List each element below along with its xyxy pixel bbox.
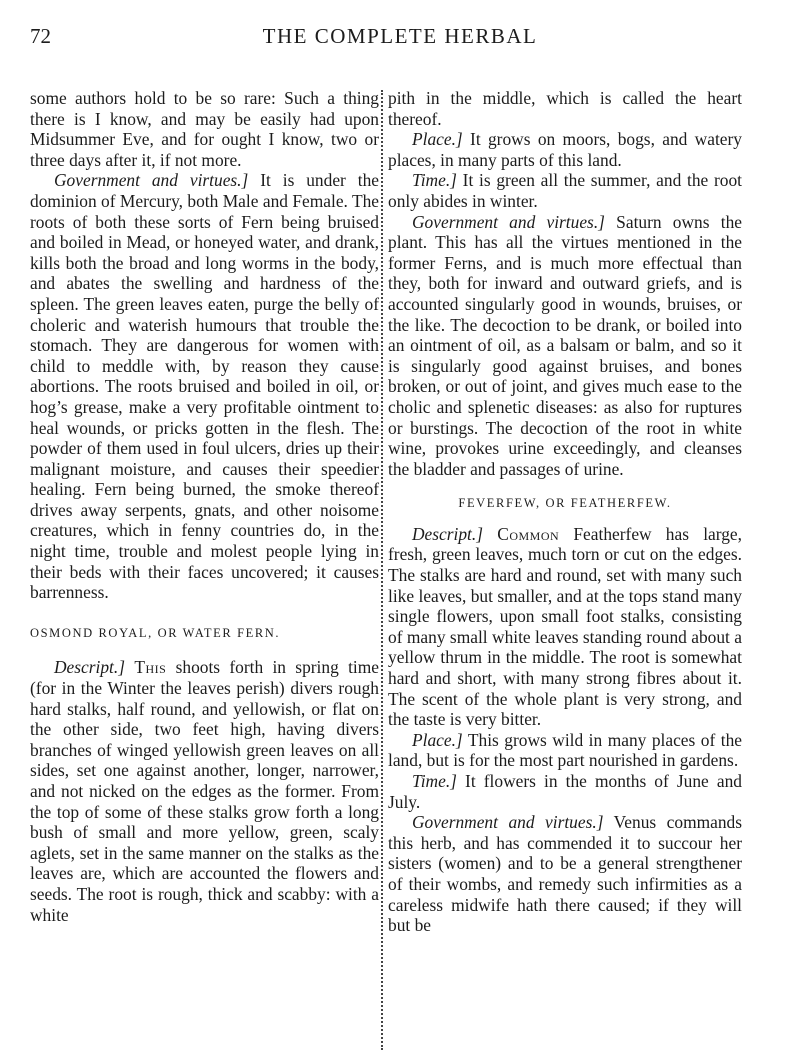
paragraph-lead: Time.]: [412, 771, 457, 791]
section-title: OSMOND ROYAL, OR WATER FERN.: [30, 625, 281, 640]
paragraph-text: Venus commands this herb, and has commended it to succour her sisters (women) and to be a general strengthener of their wombs, and remedy such infirmities as a careless midwife hath there caused; if they will but be: [388, 812, 742, 936]
section-title: FEVERFEW, OR FEATHERFEW.: [458, 496, 672, 511]
column-divider: [381, 90, 383, 1050]
paragraph: [30, 657, 379, 925]
paragraph-text: Saturn owns the plant. This has all the virtues mentioned in the former Ferns, and is much more effectual than they, both for inward and outward griefs, and is accounted singularly good in wounds, bruises, or the like. The decoction to be drank, or boiled into an ointment of oil, as a balsam or balm, and so it is singularly good against bruises, and bones broken, or out of joint, and gives much ease to the cholic and splenetic diseases: as also for ruptures or burstings. The decoction of the root in white wine, provokes urine exceedingly, and cleanses the bladder and passages of urine.: [388, 211, 742, 479]
paragraph: pith in the middle, which is called the heart thereof.: [388, 88, 742, 129]
paragraph-lead: Place.]: [412, 129, 463, 150]
paragraph: [388, 771, 742, 812]
running-head: THE COMPLETE HERBAL: [262, 24, 538, 48]
paragraph-text: It is under the dominion of Mercury, both Male and Female. The roots of both these sorts of Fern being bruised and boiled in Mead, or honeyed water, and drank, kills both the broad and long worms in the body, and abates the swelling and hardness of the spleen. The green leaves eaten, purge the belly of choleric and waterish humours that trouble the stomach. They are dangerous for women with child to meddle with, by reason they cause abortions. The roots bruised and boiled in oil, or hog’s grease, make a very profitable ointment to heal wounds, or pricks gotten in the flesh. The powder of them used in foul ulcers, dries up their malignant moisture, and causes their speedier healing. Fern being burned, the smoke thereof drives away serpents, gnats, and other noisome creatures, which in fenny countries do, in the night time, trouble and molest people lying in their beds with their faces uncovered; it causes barrenness.: [30, 170, 379, 603]
page-number: 72: [30, 24, 51, 48]
paragraph: [388, 812, 742, 936]
paragraph: [388, 129, 742, 170]
page-header: [0, 24, 800, 64]
paragraph: some authors hold to be so rare: Such a thing there is I know, and may be easily had upon Midsummer Eve, and for ought I know, two or three days after it, if not more.: [30, 88, 379, 170]
paragraph-lead: Descript.]: [412, 523, 484, 544]
paragraph-lead: Time.]: [412, 170, 457, 191]
paragraph-lead: Government and virtues.]: [412, 812, 604, 833]
paragraph-smallcaps: This: [134, 657, 167, 678]
left-column: [30, 88, 379, 925]
paragraph: [388, 212, 742, 480]
paragraph: [388, 170, 742, 211]
paragraph: [388, 730, 742, 771]
paragraph-lead: Place.]: [412, 729, 463, 750]
paragraph-lead: Government and virtues.]: [54, 170, 249, 191]
paragraph-text: Featherfew has large, fresh, green leaves, much torn or cut on the edges. The stalks are hard and round, set with many such like leaves, but smaller, and at the tops stand many single flowers, upon small foot stalks, consisting of many small white leaves standing round about a yellow thrum in the middle. The root is somewhat hard and short, with many strong fibres about it. The scent of the whole plant is very strong, and the taste is very bitter.: [388, 523, 742, 730]
paragraph-text: shoots forth in spring time (for in the Winter the leaves perish) divers rough hard stalks, half round, and yellowish, or flat on the other side, two feet high, having divers branches of winged yellowish green leaves on all sides, set one against another, longer, narrower, and not nicked on the edges as the former. From the top of some of these stalks grow forth a long bush of small and more yellow, green, scaly aglets, set in the same manner on the stalks as the leaves are, which are accounted the flowers and seeds. The root is rough, thick and scabby: with a white: [30, 657, 379, 925]
paragraph-lead: Government and virtues.]: [412, 211, 605, 232]
paragraph: [30, 170, 379, 602]
paragraph-text: It flowers in the months of June and July.: [388, 771, 742, 812]
paragraph-text: It grows on moors, bogs, and watery places, in many parts of this land.: [388, 129, 742, 170]
paragraph-text: This grows wild in many places of the land, but is for the most part nourished in gardens.: [388, 729, 742, 771]
paragraph-smallcaps: Common: [497, 523, 560, 544]
paragraph-lead: Descript.]: [54, 657, 126, 678]
paragraph-text: It is green all the summer, and the root only abides in winter.: [388, 170, 742, 211]
paragraph: [388, 524, 742, 730]
right-column: [388, 88, 742, 936]
